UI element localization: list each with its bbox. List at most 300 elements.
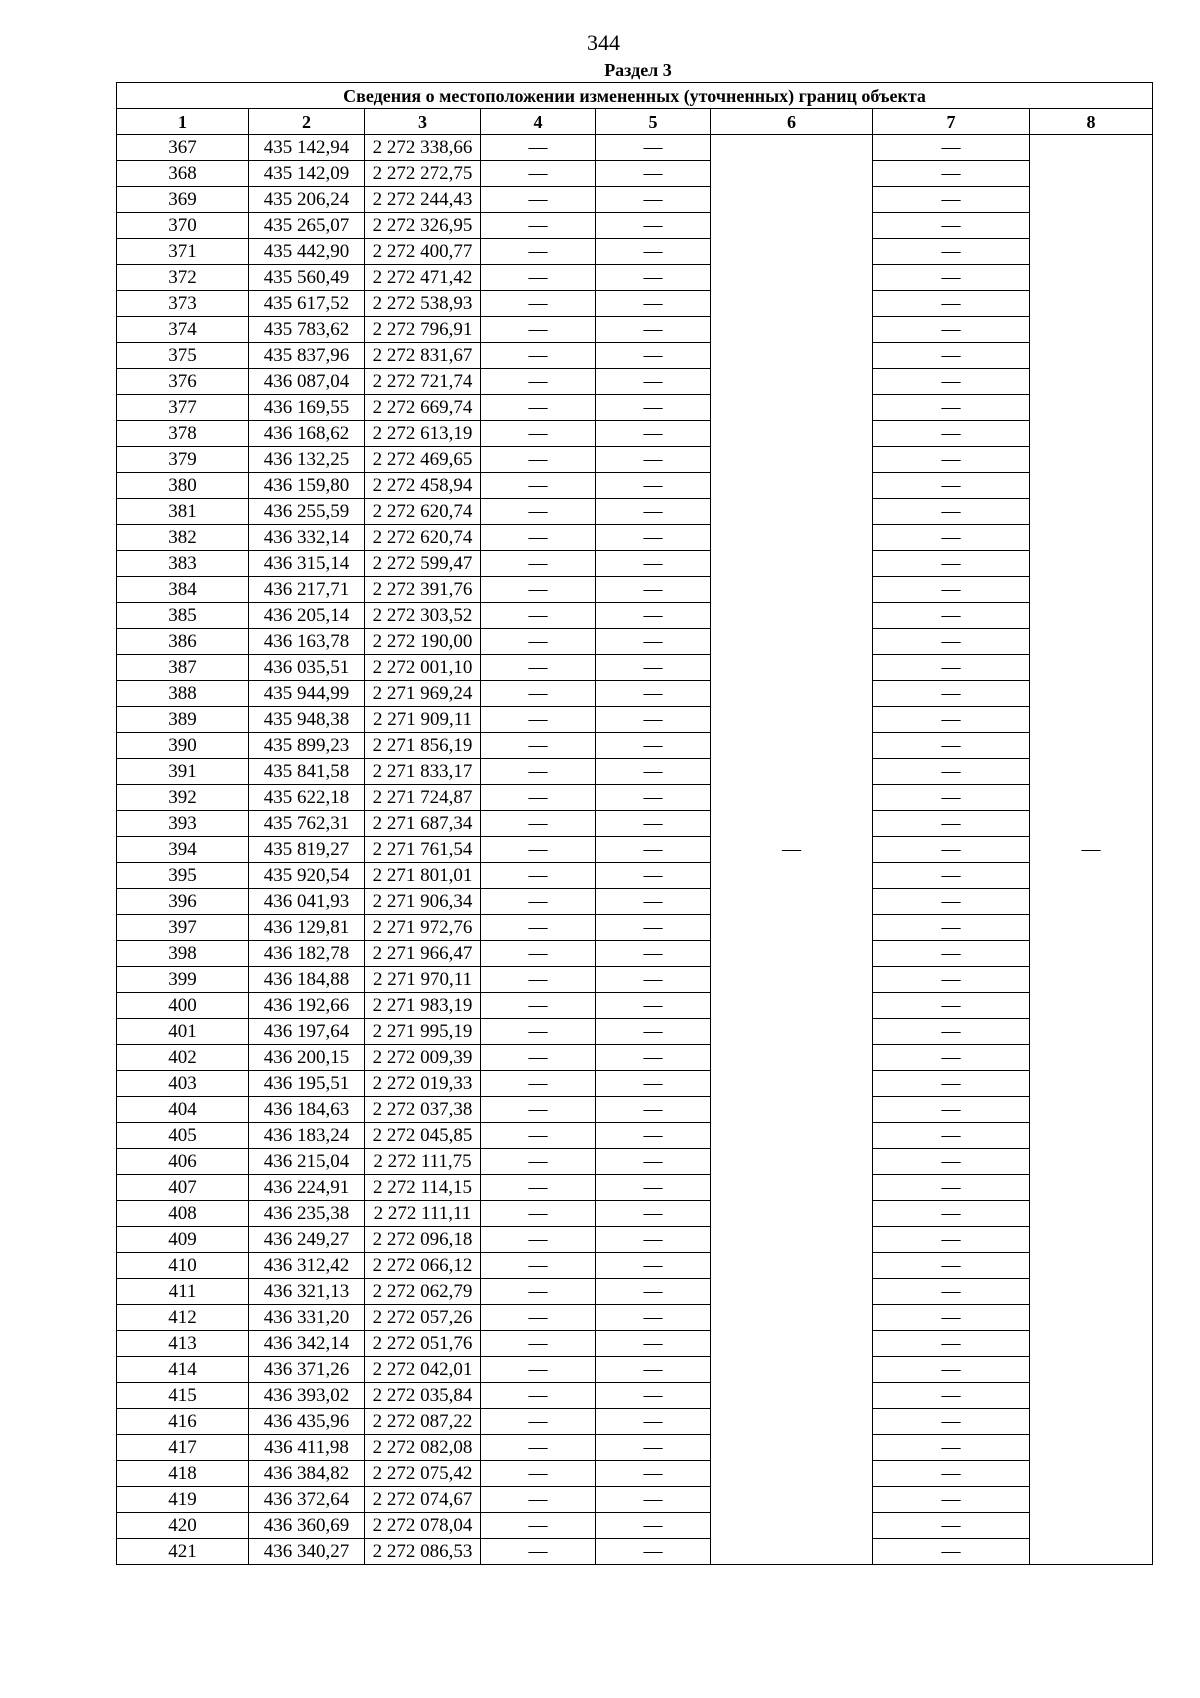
coordinate-x-cell: 435 206,24: [249, 187, 365, 213]
table-row: [117, 1409, 1153, 1435]
column-7-dash-cell: —: [873, 395, 1030, 421]
table-row: [117, 1045, 1153, 1071]
column-5-dash-cell: —: [596, 1305, 711, 1331]
coordinate-y-cell: 2 271 972,76: [365, 915, 481, 941]
column-7-dash-cell: —: [873, 1227, 1030, 1253]
coordinate-y-cell: 2 272 062,79: [365, 1279, 481, 1305]
column-5-dash-cell: —: [596, 1227, 711, 1253]
table-row: [117, 1305, 1153, 1331]
column-header-5: 5: [596, 109, 711, 135]
table-row: [117, 1019, 1153, 1045]
column-7-dash-cell: —: [873, 421, 1030, 447]
table-row: [117, 993, 1153, 1019]
point-number-cell: 409: [117, 1227, 249, 1253]
column-7-dash-cell: —: [873, 1175, 1030, 1201]
coordinate-y-cell: 2 272 326,95: [365, 213, 481, 239]
column-4-dash-cell: —: [481, 1201, 596, 1227]
column-5-dash-cell: —: [596, 1435, 711, 1461]
column-5-dash-cell: —: [596, 239, 711, 265]
column-7-dash-cell: —: [873, 187, 1030, 213]
column-4-dash-cell: —: [481, 629, 596, 655]
table-row: [117, 473, 1153, 499]
table-row: [117, 785, 1153, 811]
column-7-dash-cell: —: [873, 889, 1030, 915]
column-5-dash-cell: —: [596, 993, 711, 1019]
column-7-dash-cell: —: [873, 1253, 1030, 1279]
coordinate-y-cell: 2 272 009,39: [365, 1045, 481, 1071]
table-row: [117, 1071, 1153, 1097]
table-row: [117, 889, 1153, 915]
column-7-dash-cell: —: [873, 837, 1030, 863]
column-7-dash-cell: —: [873, 1305, 1030, 1331]
column-5-dash-cell: —: [596, 915, 711, 941]
column-5-dash-cell: —: [596, 655, 711, 681]
point-number-cell: 400: [117, 993, 249, 1019]
point-number-cell: 387: [117, 655, 249, 681]
table-row: [117, 1513, 1153, 1539]
coordinate-y-cell: 2 271 856,19: [365, 733, 481, 759]
point-number-cell: 414: [117, 1357, 249, 1383]
column-5-dash-cell: —: [596, 1149, 711, 1175]
coordinate-y-cell: 2 272 538,93: [365, 291, 481, 317]
column-4-dash-cell: —: [481, 473, 596, 499]
column-7-dash-cell: —: [873, 629, 1030, 655]
column-7-dash-cell: —: [873, 1487, 1030, 1513]
coordinate-x-cell: 435 560,49: [249, 265, 365, 291]
column-5-dash-cell: —: [596, 1071, 711, 1097]
column-7-dash-cell: —: [873, 1279, 1030, 1305]
coordinate-x-cell: 436 129,81: [249, 915, 365, 941]
coordinate-y-cell: 2 272 272,75: [365, 161, 481, 187]
column-5-dash-cell: —: [596, 499, 711, 525]
column-5-dash-cell: —: [596, 811, 711, 837]
point-number-cell: 421: [117, 1539, 249, 1565]
column-5-dash-cell: —: [596, 889, 711, 915]
coordinate-x-cell: 435 841,58: [249, 759, 365, 785]
column-7-dash-cell: —: [873, 1331, 1030, 1357]
column-4-dash-cell: —: [481, 1045, 596, 1071]
table-row: [117, 1201, 1153, 1227]
point-number-cell: 369: [117, 187, 249, 213]
column-4-dash-cell: —: [481, 213, 596, 239]
coordinate-x-cell: 436 184,63: [249, 1097, 365, 1123]
coordinate-x-cell: 436 169,55: [249, 395, 365, 421]
column-header-6: 6: [711, 109, 873, 135]
point-number-cell: 404: [117, 1097, 249, 1123]
column-4-dash-cell: —: [481, 1461, 596, 1487]
column-5-dash-cell: —: [596, 525, 711, 551]
coordinate-x-cell: 436 315,14: [249, 551, 365, 577]
column-7-dash-cell: —: [873, 1019, 1030, 1045]
coordinate-y-cell: 2 272 051,76: [365, 1331, 481, 1357]
column-5-dash-cell: —: [596, 1123, 711, 1149]
coordinate-x-cell: 435 920,54: [249, 863, 365, 889]
point-number-cell: 392: [117, 785, 249, 811]
column-4-dash-cell: —: [481, 1279, 596, 1305]
column-5-dash-cell: —: [596, 1201, 711, 1227]
column-5-dash-cell: —: [596, 733, 711, 759]
column-4-dash-cell: —: [481, 811, 596, 837]
coordinate-y-cell: 2 272 303,52: [365, 603, 481, 629]
column-6-merged-cell: —: [711, 135, 873, 1565]
column-7-dash-cell: —: [873, 239, 1030, 265]
column-5-dash-cell: —: [596, 759, 711, 785]
point-number-cell: 379: [117, 447, 249, 473]
coordinate-y-cell: 2 271 687,34: [365, 811, 481, 837]
coordinate-y-cell: 2 272 469,65: [365, 447, 481, 473]
column-4-dash-cell: —: [481, 1513, 596, 1539]
table-row: [117, 967, 1153, 993]
column-5-dash-cell: —: [596, 1539, 711, 1565]
coordinate-x-cell: 436 163,78: [249, 629, 365, 655]
table-row: [117, 369, 1153, 395]
coordinate-y-cell: 2 272 037,38: [365, 1097, 481, 1123]
table-row: [117, 1149, 1153, 1175]
coordinate-x-cell: 435 762,31: [249, 811, 365, 837]
table-row: [117, 603, 1153, 629]
column-5-dash-cell: —: [596, 707, 711, 733]
column-4-dash-cell: —: [481, 941, 596, 967]
table-row: [117, 863, 1153, 889]
column-7-dash-cell: —: [873, 1383, 1030, 1409]
coordinate-y-cell: 2 271 761,54: [365, 837, 481, 863]
coordinate-y-cell: 2 272 796,91: [365, 317, 481, 343]
coordinate-x-cell: 436 321,13: [249, 1279, 365, 1305]
coordinate-x-cell: 435 265,07: [249, 213, 365, 239]
table-row: [117, 655, 1153, 681]
table-row: [117, 1487, 1153, 1513]
coordinate-y-cell: 2 272 620,74: [365, 499, 481, 525]
coordinate-x-cell: 435 948,38: [249, 707, 365, 733]
column-7-dash-cell: —: [873, 681, 1030, 707]
coordinate-y-cell: 2 271 969,24: [365, 681, 481, 707]
point-number-cell: 374: [117, 317, 249, 343]
coordinate-y-cell: 2 272 096,18: [365, 1227, 481, 1253]
column-7-dash-cell: —: [873, 447, 1030, 473]
column-4-dash-cell: —: [481, 265, 596, 291]
coordinate-x-cell: 436 182,78: [249, 941, 365, 967]
column-5-dash-cell: —: [596, 837, 711, 863]
table-row: [117, 1097, 1153, 1123]
column-7-dash-cell: —: [873, 941, 1030, 967]
column-5-dash-cell: —: [596, 629, 711, 655]
table-row: [117, 1383, 1153, 1409]
column-7-dash-cell: —: [873, 655, 1030, 681]
table-row: [117, 1461, 1153, 1487]
column-5-dash-cell: —: [596, 785, 711, 811]
coordinate-x-cell: 436 384,82: [249, 1461, 365, 1487]
column-5-dash-cell: —: [596, 941, 711, 967]
coordinate-y-cell: 2 272 042,01: [365, 1357, 481, 1383]
table-body: [117, 135, 1153, 1565]
point-number-cell: 381: [117, 499, 249, 525]
column-5-dash-cell: —: [596, 369, 711, 395]
column-7-dash-cell: —: [873, 1513, 1030, 1539]
column-5-dash-cell: —: [596, 421, 711, 447]
column-4-dash-cell: —: [481, 1383, 596, 1409]
coordinate-y-cell: 2 272 111,11: [365, 1201, 481, 1227]
column-4-dash-cell: —: [481, 343, 596, 369]
column-7-dash-cell: —: [873, 1201, 1030, 1227]
coordinate-x-cell: 435 837,96: [249, 343, 365, 369]
table-row: [117, 499, 1153, 525]
column-7-dash-cell: —: [873, 499, 1030, 525]
table-row: [117, 525, 1153, 551]
coordinate-y-cell: 2 271 724,87: [365, 785, 481, 811]
coordinate-x-cell: 436 255,59: [249, 499, 365, 525]
coordinate-x-cell: 436 312,42: [249, 1253, 365, 1279]
column-7-dash-cell: —: [873, 603, 1030, 629]
column-4-dash-cell: —: [481, 577, 596, 603]
point-number-cell: 407: [117, 1175, 249, 1201]
column-4-dash-cell: —: [481, 239, 596, 265]
column-4-dash-cell: —: [481, 317, 596, 343]
table-row: [117, 343, 1153, 369]
coordinate-y-cell: 2 272 114,15: [365, 1175, 481, 1201]
coordinate-x-cell: 436 197,64: [249, 1019, 365, 1045]
column-7-dash-cell: —: [873, 1045, 1030, 1071]
column-header-7: 7: [873, 109, 1030, 135]
table-row: [117, 1227, 1153, 1253]
column-4-dash-cell: —: [481, 551, 596, 577]
coordinate-x-cell: 435 819,27: [249, 837, 365, 863]
column-7-dash-cell: —: [873, 707, 1030, 733]
table-row: [117, 1357, 1153, 1383]
point-number-cell: 384: [117, 577, 249, 603]
point-number-cell: 397: [117, 915, 249, 941]
column-5-dash-cell: —: [596, 1513, 711, 1539]
coordinate-y-cell: 2 272 599,47: [365, 551, 481, 577]
column-7-dash-cell: —: [873, 863, 1030, 889]
column-5-dash-cell: —: [596, 551, 711, 577]
column-5-dash-cell: —: [596, 1357, 711, 1383]
column-4-dash-cell: —: [481, 915, 596, 941]
column-4-dash-cell: —: [481, 1539, 596, 1565]
coordinate-x-cell: 436 340,27: [249, 1539, 365, 1565]
column-4-dash-cell: —: [481, 759, 596, 785]
page-number: 344: [587, 30, 620, 55]
point-number-cell: 367: [117, 135, 249, 161]
point-number-cell: 391: [117, 759, 249, 785]
column-5-dash-cell: —: [596, 473, 711, 499]
column-7-dash-cell: —: [873, 1461, 1030, 1487]
column-5-dash-cell: —: [596, 317, 711, 343]
table-row: [117, 915, 1153, 941]
column-4-dash-cell: —: [481, 525, 596, 551]
column-header-3: 3: [365, 109, 481, 135]
column-4-dash-cell: —: [481, 499, 596, 525]
coordinate-x-cell: 436 332,14: [249, 525, 365, 551]
column-7-dash-cell: —: [873, 525, 1030, 551]
column-7-dash-cell: —: [873, 1071, 1030, 1097]
column-5-dash-cell: —: [596, 395, 711, 421]
point-number-cell: 385: [117, 603, 249, 629]
column-7-dash-cell: —: [873, 759, 1030, 785]
point-number-cell: 394: [117, 837, 249, 863]
table-row: [117, 317, 1153, 343]
column-4-dash-cell: —: [481, 993, 596, 1019]
point-number-cell: 396: [117, 889, 249, 915]
column-4-dash-cell: —: [481, 395, 596, 421]
point-number-cell: 411: [117, 1279, 249, 1305]
point-number-cell: 378: [117, 421, 249, 447]
column-5-dash-cell: —: [596, 447, 711, 473]
coordinate-y-cell: 2 272 078,04: [365, 1513, 481, 1539]
coordinate-y-cell: 2 272 086,53: [365, 1539, 481, 1565]
column-header-row: [117, 109, 1153, 135]
column-7-dash-cell: —: [873, 551, 1030, 577]
table-row: [117, 395, 1153, 421]
point-number-cell: 370: [117, 213, 249, 239]
coordinate-x-cell: 436 041,93: [249, 889, 365, 915]
coordinate-y-cell: 2 272 111,75: [365, 1149, 481, 1175]
column-header-8: 8: [1030, 109, 1153, 135]
point-number-cell: 401: [117, 1019, 249, 1045]
point-number-cell: 402: [117, 1045, 249, 1071]
column-7-dash-cell: —: [873, 733, 1030, 759]
point-number-cell: 418: [117, 1461, 249, 1487]
coordinate-y-cell: 2 272 190,00: [365, 629, 481, 655]
point-number-cell: 389: [117, 707, 249, 733]
table-row: [117, 1253, 1153, 1279]
column-7-dash-cell: —: [873, 577, 1030, 603]
column-7-dash-cell: —: [873, 473, 1030, 499]
column-4-dash-cell: —: [481, 1123, 596, 1149]
coordinate-y-cell: 2 272 019,33: [365, 1071, 481, 1097]
column-4-dash-cell: —: [481, 1227, 596, 1253]
coordinate-x-cell: 436 371,26: [249, 1357, 365, 1383]
coordinate-y-cell: 2 272 244,43: [365, 187, 481, 213]
coordinate-x-cell: 436 342,14: [249, 1331, 365, 1357]
table-row: [117, 577, 1153, 603]
point-number-cell: 419: [117, 1487, 249, 1513]
table-row: [117, 213, 1153, 239]
coordinate-x-cell: 436 159,80: [249, 473, 365, 499]
column-7-dash-cell: —: [873, 161, 1030, 187]
point-number-cell: 412: [117, 1305, 249, 1331]
point-number-cell: 405: [117, 1123, 249, 1149]
table-row: [117, 239, 1153, 265]
column-7-dash-cell: —: [873, 811, 1030, 837]
coordinate-y-cell: 2 272 001,10: [365, 655, 481, 681]
column-5-dash-cell: —: [596, 967, 711, 993]
table-row: [117, 1175, 1153, 1201]
column-4-dash-cell: —: [481, 655, 596, 681]
column-7-dash-cell: —: [873, 967, 1030, 993]
coordinate-y-cell: 2 272 338,66: [365, 135, 481, 161]
column-4-dash-cell: —: [481, 1409, 596, 1435]
column-4-dash-cell: —: [481, 889, 596, 915]
coordinate-x-cell: 436 331,20: [249, 1305, 365, 1331]
coordinate-y-cell: 2 272 035,84: [365, 1383, 481, 1409]
column-5-dash-cell: —: [596, 1331, 711, 1357]
column-header-1: 1: [117, 109, 249, 135]
coordinate-x-cell: 436 132,25: [249, 447, 365, 473]
column-4-dash-cell: —: [481, 863, 596, 889]
column-7-dash-cell: —: [873, 213, 1030, 239]
column-5-dash-cell: —: [596, 1487, 711, 1513]
coordinate-y-cell: 2 271 995,19: [365, 1019, 481, 1045]
point-number-cell: 386: [117, 629, 249, 655]
coordinate-x-cell: 436 195,51: [249, 1071, 365, 1097]
table-row: [117, 135, 1153, 161]
coordinate-y-cell: 2 272 066,12: [365, 1253, 481, 1279]
coordinate-y-cell: 2 272 400,77: [365, 239, 481, 265]
column-7-dash-cell: —: [873, 1539, 1030, 1565]
column-5-dash-cell: —: [596, 603, 711, 629]
point-number-cell: 408: [117, 1201, 249, 1227]
column-5-dash-cell: —: [596, 1019, 711, 1045]
table-row: [117, 161, 1153, 187]
column-5-dash-cell: —: [596, 213, 711, 239]
table-row: [117, 1279, 1153, 1305]
column-4-dash-cell: —: [481, 369, 596, 395]
column-7-dash-cell: —: [873, 317, 1030, 343]
coordinate-x-cell: 436 435,96: [249, 1409, 365, 1435]
coordinate-x-cell: 436 372,64: [249, 1487, 365, 1513]
column-4-dash-cell: —: [481, 291, 596, 317]
column-7-dash-cell: —: [873, 1409, 1030, 1435]
column-5-dash-cell: —: [596, 1383, 711, 1409]
point-number-cell: 388: [117, 681, 249, 707]
coordinate-x-cell: 436 215,04: [249, 1149, 365, 1175]
column-4-dash-cell: —: [481, 161, 596, 187]
coordinate-y-cell: 2 272 057,26: [365, 1305, 481, 1331]
coordinate-x-cell: 436 035,51: [249, 655, 365, 681]
coordinate-x-cell: 435 622,18: [249, 785, 365, 811]
coordinate-y-cell: 2 272 087,22: [365, 1409, 481, 1435]
coordinate-x-cell: 436 184,88: [249, 967, 365, 993]
coordinate-x-cell: 435 899,23: [249, 733, 365, 759]
table-row: [117, 837, 1153, 863]
coordinate-y-cell: 2 271 801,01: [365, 863, 481, 889]
coordinate-x-cell: 436 168,62: [249, 421, 365, 447]
column-4-dash-cell: —: [481, 421, 596, 447]
column-4-dash-cell: —: [481, 1071, 596, 1097]
table-row: [117, 1435, 1153, 1461]
point-number-cell: 398: [117, 941, 249, 967]
coordinate-y-cell: 2 272 074,67: [365, 1487, 481, 1513]
point-number-cell: 377: [117, 395, 249, 421]
coordinate-x-cell: 436 087,04: [249, 369, 365, 395]
column-4-dash-cell: —: [481, 1487, 596, 1513]
point-number-cell: 420: [117, 1513, 249, 1539]
column-8-merged-cell: —: [1030, 135, 1153, 1565]
column-4-dash-cell: —: [481, 1175, 596, 1201]
table-row: [117, 1123, 1153, 1149]
column-4-dash-cell: —: [481, 1019, 596, 1045]
column-5-dash-cell: —: [596, 1175, 711, 1201]
column-7-dash-cell: —: [873, 291, 1030, 317]
column-4-dash-cell: —: [481, 187, 596, 213]
column-4-dash-cell: —: [481, 681, 596, 707]
table-row: [117, 941, 1153, 967]
coordinate-y-cell: 2 271 833,17: [365, 759, 481, 785]
coordinate-y-cell: 2 272 082,08: [365, 1435, 481, 1461]
point-number-cell: 390: [117, 733, 249, 759]
point-number-cell: 406: [117, 1149, 249, 1175]
coordinate-x-cell: 435 142,09: [249, 161, 365, 187]
column-4-dash-cell: —: [481, 1305, 596, 1331]
column-7-dash-cell: —: [873, 915, 1030, 941]
coordinate-x-cell: 436 235,38: [249, 1201, 365, 1227]
point-number-cell: 393: [117, 811, 249, 837]
point-number-cell: 403: [117, 1071, 249, 1097]
column-5-dash-cell: —: [596, 187, 711, 213]
coordinate-x-cell: 436 205,14: [249, 603, 365, 629]
table-caption: Сведения о местоположении измененных (уточненных) границ объекта: [117, 83, 1153, 109]
table-row: [117, 1539, 1153, 1565]
